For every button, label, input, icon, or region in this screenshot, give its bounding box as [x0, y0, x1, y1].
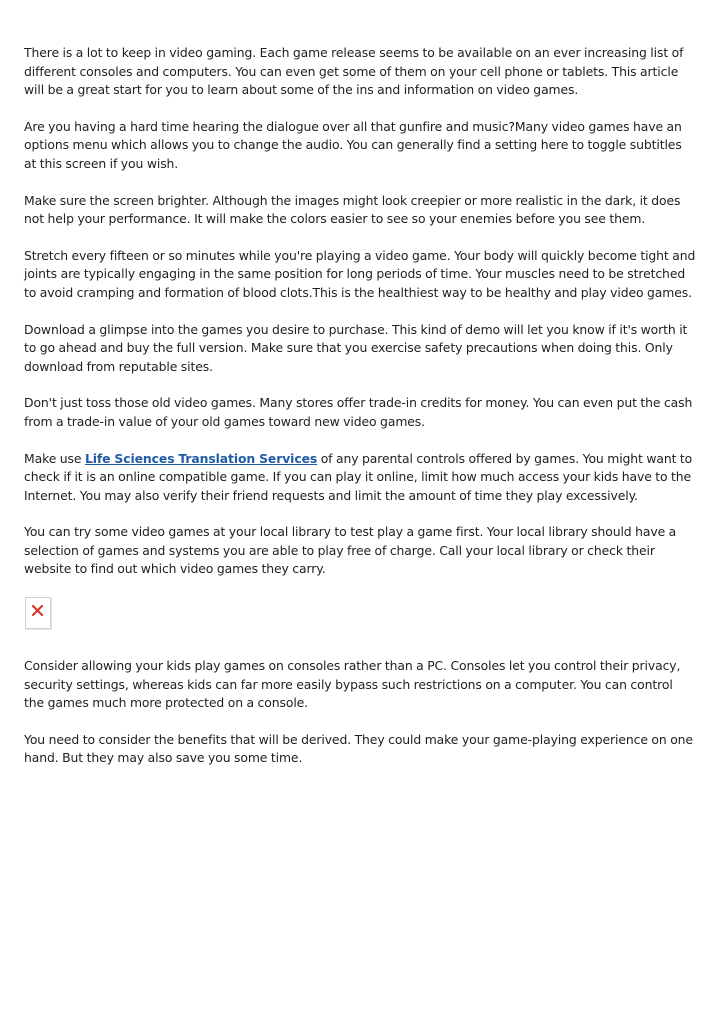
paragraph-8: You can try some video games at your local library to test play a game first. Your local library should have a selection of games and systems you are able to play free of charge. Call your local library or check their website to find out which video games they carry.	[24, 524, 677, 577]
paragraph-7-rest: of any parental controls offered by games. You might want to check if it is an online compatible game. If you can play it online, limit how much access your kids have to the Internet. You may also verify their friend requests and limit the amount of time they play excessively.	[24, 450, 693, 503]
paragraph-2: Are you having a hard time hearing the dialogue over all that gunfire and music?Many video games have an options menu which allows you to change the audio. You can generally find a setting here to toggle subtitles at this screen if you wish.	[24, 118, 682, 171]
paragraph-10: You need to consider the benefits that will be derived. They could make your game-playing experience on one hand. But they may also save you some time.	[24, 731, 693, 766]
close-x-icon	[31, 604, 44, 617]
paragraph-7-lead: Make use	[24, 450, 85, 466]
paragraph-9: Consider allowing your kids play games on consoles rather than a PC. Consoles let you control their privacy, security settings, whereas kids can far more easily bypass such restrictions on a computer. You can control the games much more protected on a console.	[24, 658, 681, 711]
paragraph-3: Make sure the screen brighter. Although the images might look creepier or more realistic in the dark, it does not help your performance. It will make the colors easier to see so your enemies before you see them.	[24, 192, 681, 227]
translation-services-link[interactable]: Life Sciences Translation Services	[84, 450, 318, 466]
paragraph-7	[24, 450, 696, 506]
broken-image-icon	[25, 597, 51, 629]
paragraph-6: Don't just toss those old video games. Many stores offer trade-in credits for money. You can even put the cash from a trade-in value of your old games toward new video games.	[24, 395, 693, 429]
paragraph-5: Download a glimpse into the games you desire to purchase. This kind of demo will let you know if it's worth it to go ahead and buy the full version. Make sure that you exercise safety precautions when doing this. Only download from reputable sites.	[24, 321, 688, 374]
paragraph-4: Stretch every fifteen or so minutes while you're playing a video game. Your body will quickly become tight and joints are typically engaging in the same position for long periods of time. Your muscles need to be stretched to avoid cramping and formation of blood clots.This is the healthiest way to be healthy and play video games.	[24, 247, 696, 300]
paragraph-1: There is a lot to keep in video gaming. Each game release seems to be available on an ever increasing list of different consoles and computers. You can even get some of them on your cell phone or tablets. This article will be a great start for you to learn about some of the ins and information on video games.	[24, 45, 684, 98]
